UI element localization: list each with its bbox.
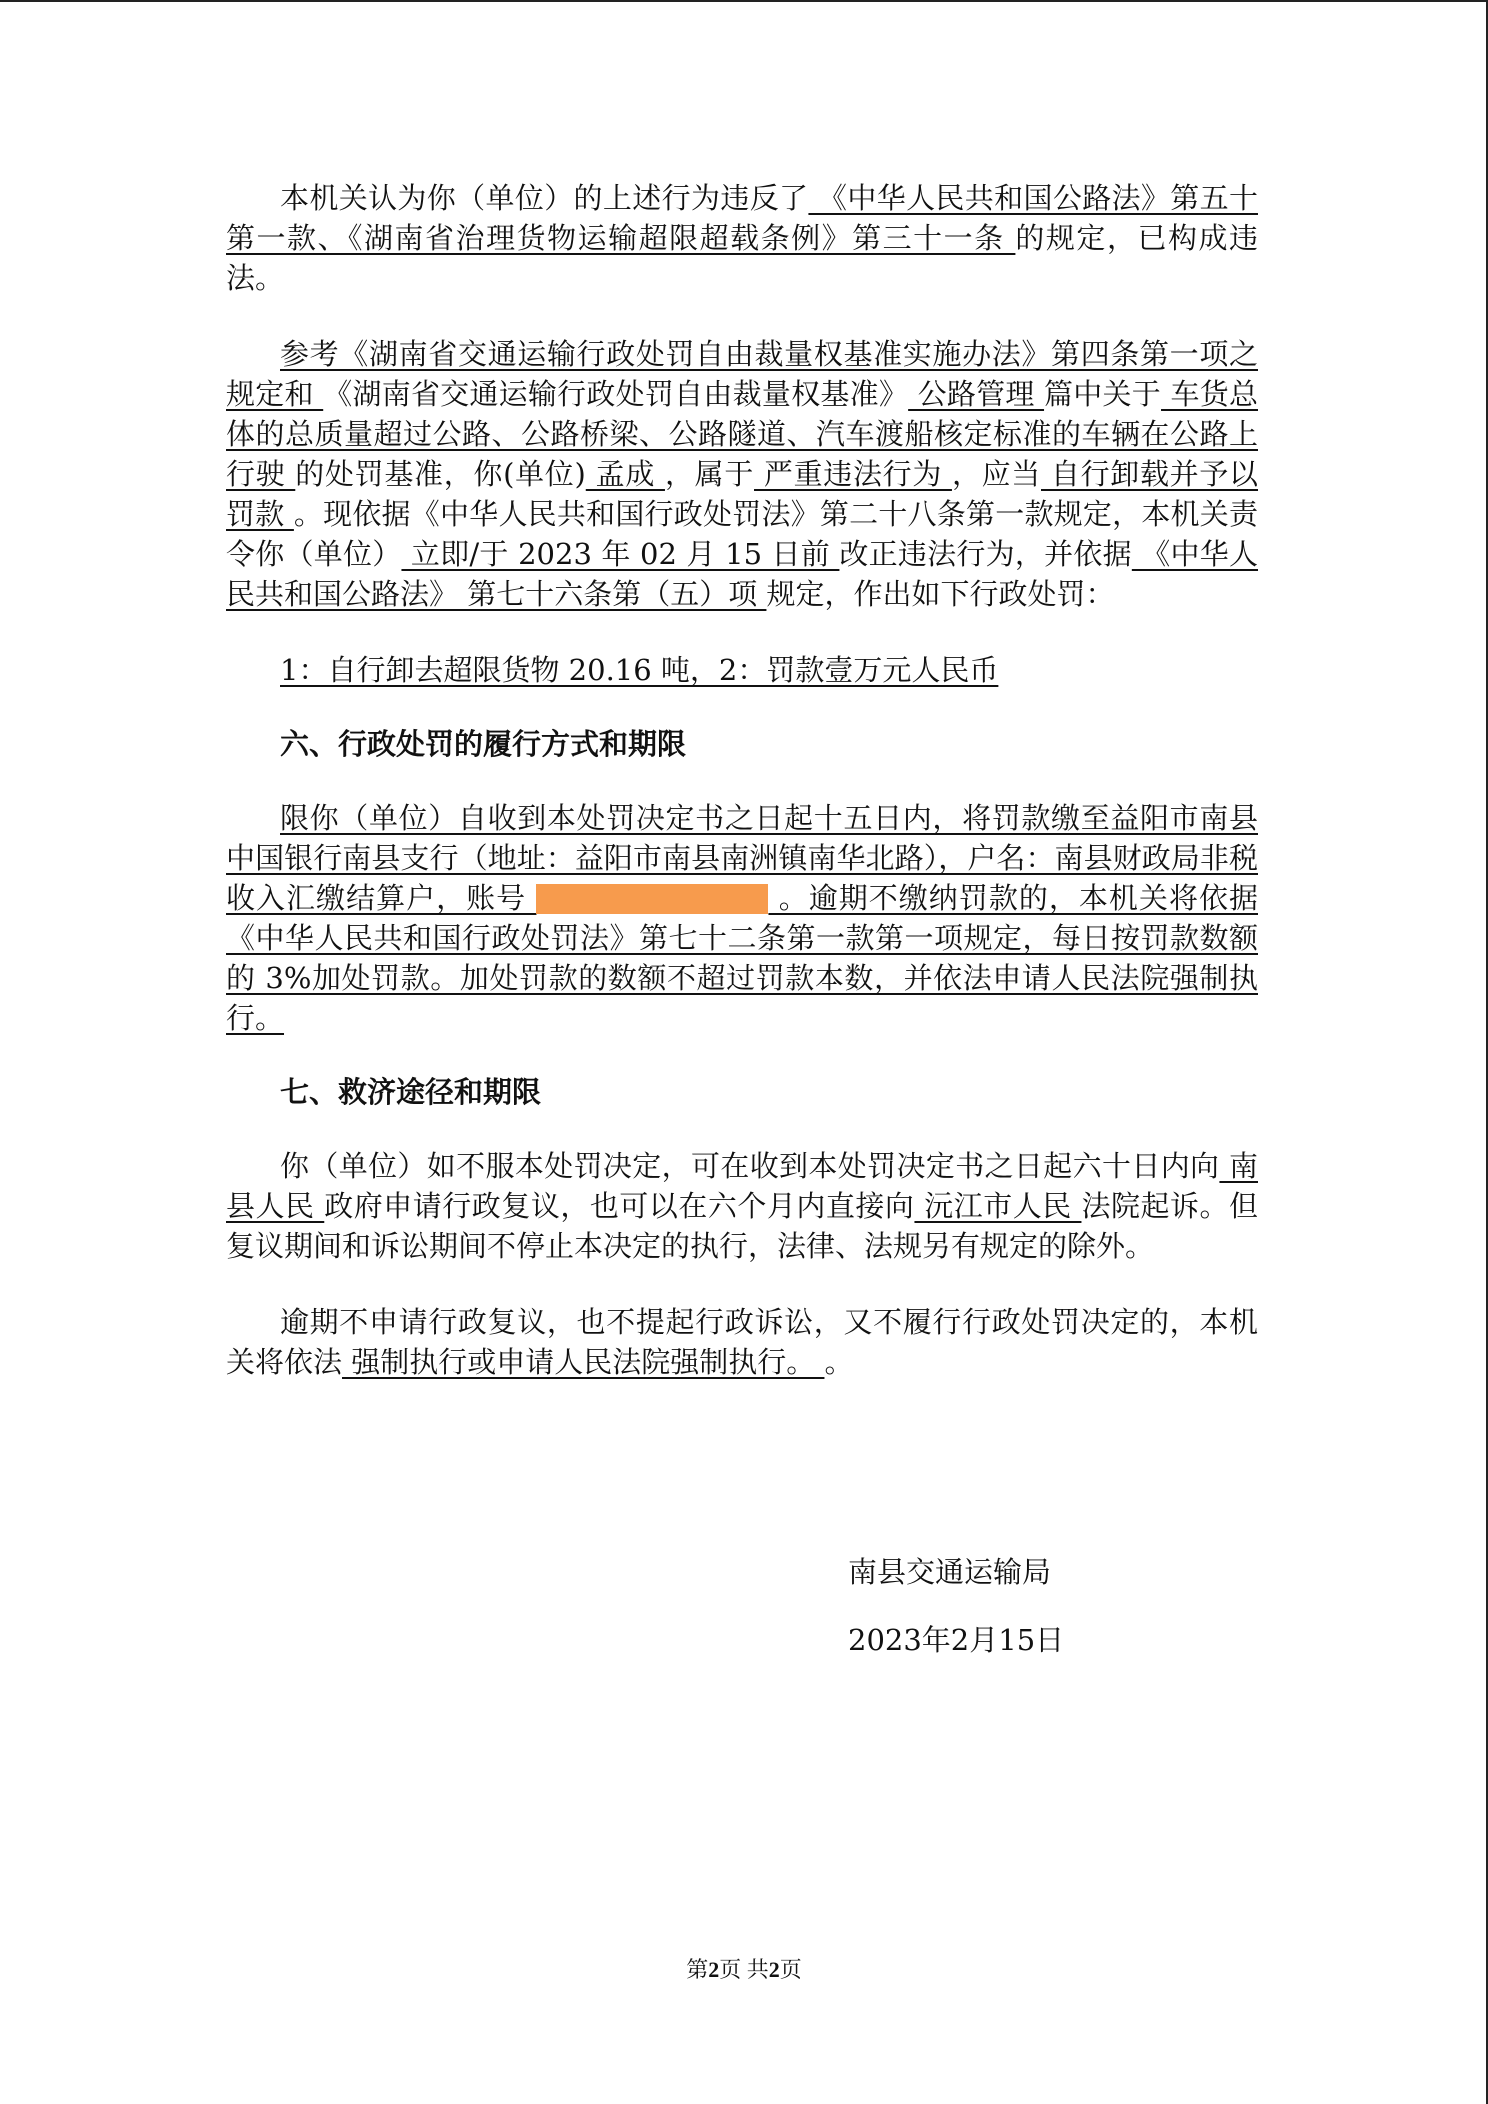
underlined-law-reference: 《中华人民共和国公路法》第五十第一款、《湖南省治理货物运输超限超载条例》第三十一条	[226, 181, 1258, 255]
text-run: 你（单位）如不服本处罚决定，可在收到本处罚决定书之日起六十日内向	[280, 1149, 1220, 1183]
text-run: 第	[686, 1957, 709, 1982]
text-run: 改正违法行为，并依据	[839, 537, 1132, 571]
underlined-category: 公路管理	[908, 377, 1045, 411]
text-run: ，应当	[951, 457, 1041, 491]
underlined-party-name: 孟成	[585, 457, 665, 491]
text-run: 的处罚基准，你(单位)	[295, 457, 586, 491]
underlined-government: 南县人民	[226, 1149, 1258, 1223]
current-page-number: 2	[708, 1957, 720, 1982]
text-run: 逾期不申请行政复议，也不提起行政诉讼，又不履行行政处罚决定的，本机关将依法	[226, 1305, 1258, 1379]
enforcement-paragraph	[226, 1302, 1258, 1382]
underlined-law-clause: 《中华人民共和国公路法》 第七十六条第（五）项	[226, 537, 1259, 611]
penalty-items	[226, 650, 1258, 690]
redacted-account-number	[536, 884, 768, 914]
section-heading-6: 六、行政处罚的履行方式和期限	[280, 727, 687, 761]
underlined-enforcement: 强制执行或申请人民法院强制执行。	[342, 1345, 825, 1379]
text-run: 政府申请行政复议，也可以在六个月内直接向	[324, 1189, 915, 1223]
violation-paragraph	[226, 178, 1258, 298]
page-border-top	[0, 0, 1488, 2]
text-run: 规定，作出如下行政处罚：	[766, 577, 1115, 611]
total-page-number: 2	[768, 1957, 780, 1982]
underlined-penalty-list: 1：自行卸去超限货物 20.16 吨，2：罚款壹万元人民币	[280, 653, 999, 687]
text-run: 《湖南省交通运输行政处罚自由裁量权基准》	[323, 377, 909, 411]
text-run: 本机关认为你（单位）的上述行为违反了	[280, 181, 809, 215]
underlined-payment-text: 限你（单位）自收到本处罚决定书之日起十五日内，将罚款缴至益阳市南县中国银行南县支行（地址：益阳市南县南洲镇南华北路），户名：南县财政局非税收入汇缴结算户，账号	[226, 801, 1258, 915]
section-heading-7: 七、救济途径和期限	[280, 1075, 542, 1109]
document-body	[226, 178, 1258, 1382]
payment-paragraph	[226, 798, 1258, 1038]
issuing-organization: 南县交通运输局	[848, 1555, 1052, 1589]
remedy-paragraph	[226, 1146, 1258, 1266]
text-run: 法院起诉。但复议期间和诉讼期间不停止本决定的执行，法律、法规另有规定的除外。	[226, 1189, 1258, 1263]
text-run: 的规定，已构成违法。	[226, 221, 1258, 295]
underlined-payment-text: 。逾期不缴纳罚款的，本机关将依据《中华人民共和国行政处罚法》第七十二条第一款第一项规定，每日按罚款数额的 3%加处罚款。加处罚款的数额不超过罚款本数，并依法申请人民法院强制执行。	[226, 881, 1258, 1035]
underlined-court: 沅江市人民	[914, 1189, 1082, 1223]
underlined-deadline: 立即/于 2023 年 02 月 15 日前	[401, 537, 840, 571]
underlined-measure: 自行卸载并予以罚款	[226, 457, 1259, 531]
underlined-violation: 车货总体的总质量超过公路、公路桥梁、公路隧道、汽车渡船核定标准的车辆在公路上行驶	[226, 377, 1258, 491]
text-run: 篇中关于	[1044, 377, 1162, 411]
text-run: 。现依据《中华人民共和国行政处罚法》第二十八条第一款规定，本机关责令你（单位）	[226, 497, 1258, 571]
text-run: 页 共	[719, 1957, 769, 1982]
text-run: 页	[779, 1957, 802, 1982]
underlined-reference: 参考《湖南省交通运输行政处罚自由裁量权基准实施办法》第四条第一项之规定和	[226, 337, 1258, 411]
page-number-footer	[0, 1953, 1488, 1984]
text-run: 。	[824, 1345, 854, 1379]
text-run: ，属于	[664, 457, 755, 491]
issue-date: 2023年2月15日	[848, 1623, 1065, 1657]
penalty-basis-paragraph	[226, 334, 1258, 614]
underlined-severity: 严重违法行为	[754, 457, 952, 491]
